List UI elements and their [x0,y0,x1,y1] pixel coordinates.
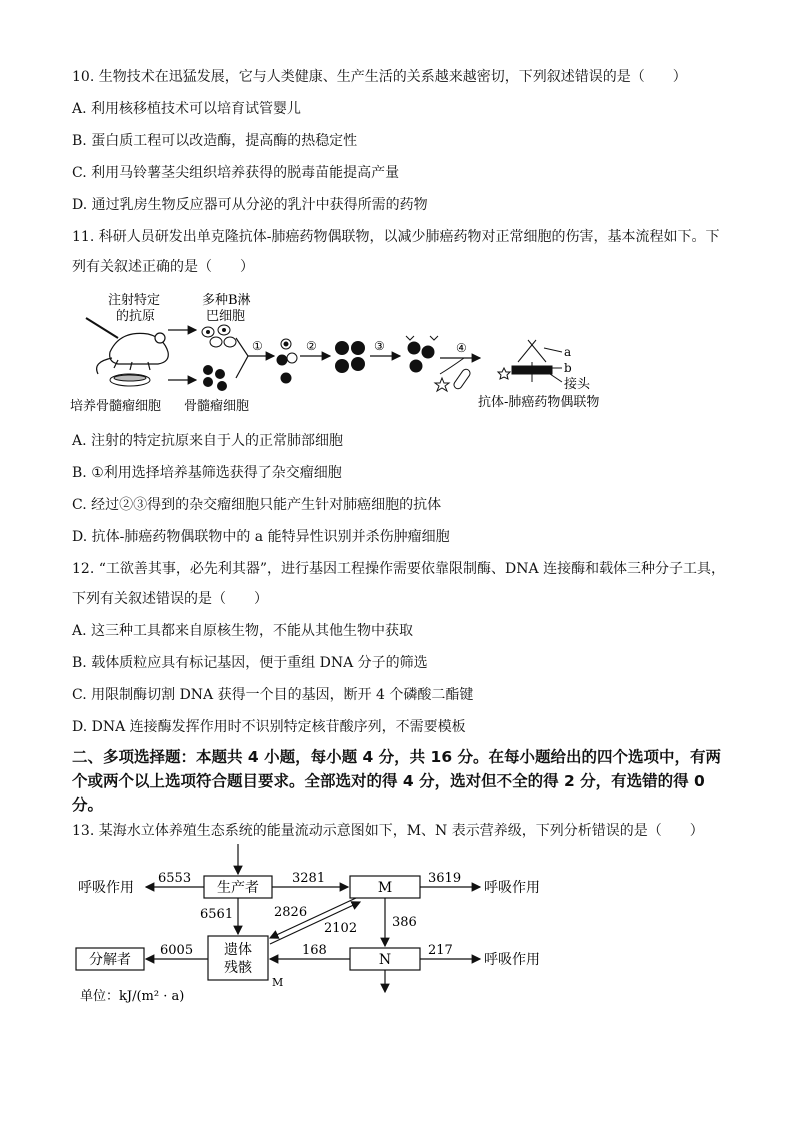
culture-label: 培养骨髓瘤细胞 [70,399,162,414]
label-a: a [564,345,572,359]
antibody-cells-icon [406,336,438,372]
value-3281: 3281 [292,871,326,886]
inject-label-2: 的抗原 [116,309,156,324]
resp-label-n: 呼吸作用 [484,952,540,968]
q10-option-d: D. 通过乳房生物反应器可从分泌的乳汁中获得所需的药物 [72,197,428,213]
q13-stem: 13. 某海水立体养殖生态系统的能量流动示意图如下，M、N 表示营养级，下列分析错误的是（ ） [72,823,704,839]
linker-label: 接头 [564,377,591,392]
section-2-line2: 个或两个以上选项符合题目要求。全部选对的得 4 分，选对但不全的得 2 分，有选错的得 0 [72,772,705,790]
conjugate-icon [498,340,552,382]
q10-stem: 10. 生物技术在迅猛发展，它与人类健康、生产生活的关系越来越密切，下列叙述错误的是（ ） [72,69,687,85]
q11-option-c: C. 经过②③得到的杂交瘤细胞只能产生针对肺癌细胞的抗体 [72,497,442,513]
q11-option-d: D. 抗体-肺癌药物偶联物中的 a 能特异性识别并杀伤肿瘤细胞 [72,529,450,545]
remains-label-2: 残骸 [224,960,252,976]
step-3-label: ③ [374,339,385,353]
q12-option-c: C. 用限制酶切割 DNA 获得一个目的基因，断开 4 个磷酸二酯键 [72,687,474,703]
q10-option-b: B. 蛋白质工程可以改造酶，提高酶的热稳定性 [72,133,358,149]
producer-label: 生产者 [217,880,259,896]
n-label: N [378,952,392,968]
q12-stem-line1: 12. “工欲善其事，必先利其器”，进行基因工程操作需要依靠限制酶、DNA 连接酶和载体三种分子工具， [72,561,726,577]
section-2-line3: 分。 [72,796,104,814]
conjugate-label: 抗体-肺癌药物偶联物 [478,395,600,410]
remains-tag: M [272,976,284,989]
q11-option-b: B. ①利用选择培养基筛选获得了杂交瘤细胞 [72,465,342,481]
mouse-icon [86,318,168,374]
bcell-label-2: 巴细胞 [206,309,246,324]
q10-option-c: C. 利用马铃薯茎尖组织培养获得的脱毒苗能提高产量 [72,165,400,181]
bcell-label-1: 多种B淋 [202,293,251,308]
myeloma-label: 骨髓瘤细胞 [184,399,250,414]
decomposer-label: 分解者 [89,952,131,968]
label-b: b [564,361,572,375]
fused-cells-icon [277,339,297,383]
resp-label-producer: 呼吸作用 [78,880,134,896]
b-cells-icon [202,325,236,347]
drug-icon [435,358,472,391]
step-2-label: ② [306,339,317,353]
q12-option-a: A. 这三种工具都来自原核生物，不能从其他生物中获取 [72,623,414,639]
resp-label-m: 呼吸作用 [484,880,540,896]
q12-option-d: D. DNA 连接酶发挥作用时不识别特定核苷酸序列，不需要模板 [72,719,466,735]
value-2826: 2826 [274,905,308,920]
unit-label: 单位：kJ/(m² · a) [80,989,185,1004]
q11-flow-diagram [60,282,660,422]
value-6561: 6561 [200,907,234,922]
remains-label-1: 遗体 [224,942,252,958]
step-4-label: ④ [456,341,467,355]
value-2102: 2102 [324,921,358,936]
culture-dish-icon [110,374,150,386]
value-3619: 3619 [428,871,462,886]
value-386: 386 [392,915,417,930]
q11-stem-line2: 列有关叙述正确的是（ ） [72,259,254,275]
inject-label-1: 注射特定 [108,293,161,308]
q10-option-a: A. 利用核移植技术可以培育试管婴儿 [72,101,302,117]
value-168: 168 [302,943,327,958]
hybridoma-cells-icon [335,341,365,373]
q12-option-b: B. 载体质粒应具有标记基因，便于重组 DNA 分子的筛选 [72,655,428,671]
q11-option-a: A. 注射的特定抗原来自于人的正常肺部细胞 [72,433,344,449]
step-1-label: ① [252,339,263,353]
section-2-line1: 二、多项选择题：本题共 4 小题，每小题 4 分，共 16 分。在每小题给出的四个选项中，有两 [72,748,722,766]
q11-stem-line1: 11. 科研人员研发出单克隆抗体-肺癌药物偶联物，以减少肺癌药物对正常细胞的伤害，基本流程如下。下 [72,229,720,245]
q12-stem-line2: 下列有关叙述错误的是（ ） [72,591,268,607]
value-6553: 6553 [158,871,192,886]
myeloma-cells-icon [203,365,227,391]
value-217: 217 [428,943,453,958]
q13-energy-flow-diagram [70,842,590,1012]
value-6005: 6005 [160,943,194,958]
m-label: M [377,880,393,896]
